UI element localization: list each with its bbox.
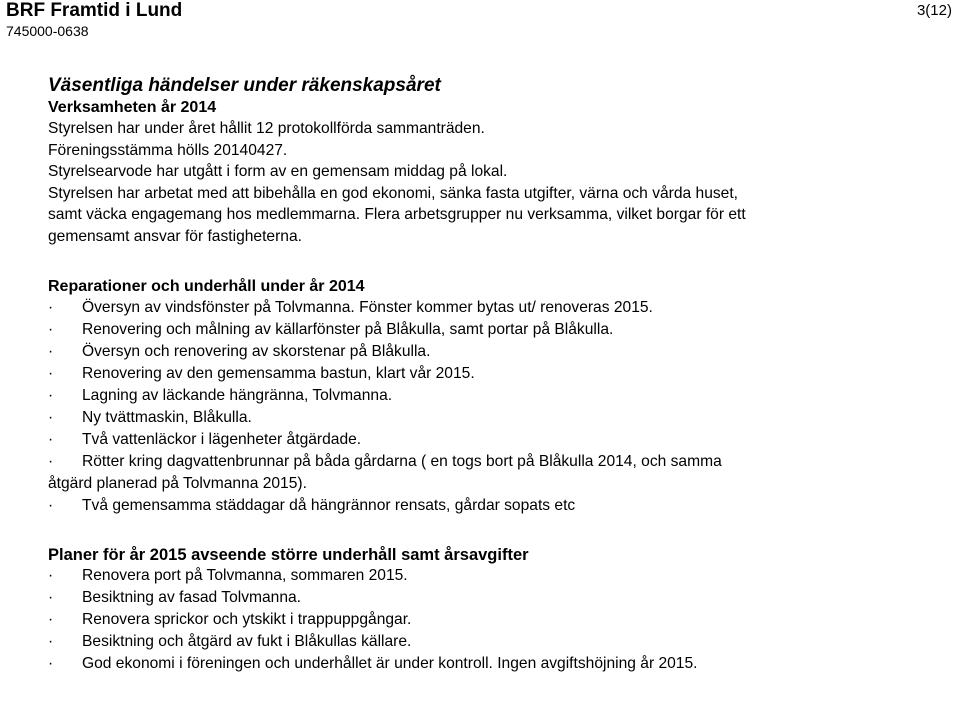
list-item-text: Översyn och renovering av skorstenar på Blåkulla. bbox=[82, 343, 431, 360]
list-item-text: Renovera sprickor och ytskikt i trappuppgångar. bbox=[82, 611, 412, 628]
list-item-text: Besiktning av fasad Tolvmanna. bbox=[82, 589, 302, 606]
bullet-marker: · bbox=[48, 633, 54, 650]
bullet-marker: · bbox=[48, 321, 54, 338]
organization-name: BRF Framtid i Lund bbox=[6, 0, 183, 21]
bullet-marker: · bbox=[48, 431, 54, 448]
bullet-marker: · bbox=[48, 299, 54, 316]
list-item-text: Översyn av vindsfönster på Tolvmanna. Fönster kommer bytas ut/ renoveras 2015. bbox=[82, 299, 653, 316]
organization-number: 745000-0638 bbox=[6, 23, 89, 39]
list-item bbox=[48, 407, 928, 429]
list-item-text: Lagning av läckande hängränna, Tolvmanna. bbox=[82, 387, 393, 404]
list-item-text: Två gemensamma städdagar då hängrännor rensats, gårdar sopats etc bbox=[82, 497, 576, 514]
list-item-continuation: åtgärd planerad på Tolvmanna 2015). bbox=[48, 475, 307, 492]
list-item bbox=[48, 451, 928, 473]
bullet-marker: · bbox=[48, 611, 54, 628]
events-line: Föreningsstämma hölls 20140427. bbox=[48, 141, 288, 159]
repairs-section bbox=[48, 277, 928, 517]
bullet-marker: · bbox=[48, 589, 54, 606]
list-item bbox=[48, 319, 928, 341]
bullet-marker: · bbox=[48, 387, 54, 404]
plans-list bbox=[48, 565, 928, 675]
events-line: Styrelsearvode har utgått i form av en gemensam middag på lokal. bbox=[48, 163, 508, 180]
bullet-marker: · bbox=[48, 343, 54, 360]
events-subtitle: Verksamheten år 2014 bbox=[48, 99, 217, 116]
list-item-text: Renovera port på Tolvmanna, sommaren 2015. bbox=[82, 567, 408, 584]
list-item bbox=[48, 631, 928, 653]
events-title: Väsentliga händelser under räkenskapsåret bbox=[48, 75, 441, 96]
events-paragraph bbox=[48, 183, 928, 248]
list-item bbox=[48, 653, 928, 675]
list-item-text: God ekonomi i föreningen och underhållet är under kontroll. Ingen avgiftshöjning år 2015. bbox=[82, 655, 698, 672]
bullet-marker: · bbox=[48, 497, 54, 514]
bullet-marker: · bbox=[48, 365, 54, 382]
list-item-text: Renovering av den gemensamma bastun, klart vår 2015. bbox=[82, 365, 475, 382]
bullet-marker: · bbox=[48, 409, 54, 426]
list-item bbox=[48, 609, 928, 631]
page-number: 3(12) bbox=[916, 2, 952, 19]
plans-section bbox=[48, 545, 928, 675]
list-item bbox=[48, 341, 928, 363]
list-item bbox=[48, 587, 928, 609]
paragraph-line: samt väcka engagemang hos medlemmarna. Flera arbetsgrupper nu verksamma, vilket borgar för ett bbox=[48, 206, 746, 223]
list-item bbox=[48, 495, 928, 517]
document-body bbox=[48, 74, 928, 675]
list-item bbox=[48, 565, 928, 587]
page-header bbox=[6, 0, 952, 40]
list-item-text: Renovering och målning av källarfönster på Blåkulla, samt portar på Blåkulla. bbox=[82, 321, 614, 338]
events-section bbox=[48, 74, 928, 247]
events-line: Styrelsen har under året hållit 12 protokollförda sammanträden. bbox=[48, 120, 485, 137]
list-item bbox=[48, 429, 928, 451]
list-item bbox=[48, 363, 928, 385]
list-item-text: Ny tvättmaskin, Blåkulla. bbox=[82, 409, 252, 426]
list-item bbox=[48, 297, 928, 319]
paragraph-line: Styrelsen har arbetat med att bibehålla en god ekonomi, sänka fasta utgifter, värna och vårda huset, bbox=[48, 184, 739, 202]
list-item-text: Besiktning och åtgärd av fukt i Blåkullas källare. bbox=[82, 633, 412, 650]
list-item-text: Två vattenläckor i lägenheter åtgärdade. bbox=[82, 431, 362, 448]
plans-title: Planer för år 2015 avseende större underhåll samt årsavgifter bbox=[48, 546, 529, 564]
list-item-text: Rötter kring dagvattenbrunnar på båda gårdarna ( en togs bort på Blåkulla 2014, och samma bbox=[82, 453, 722, 470]
bullet-marker: · bbox=[48, 453, 54, 470]
bullet-marker: · bbox=[48, 567, 54, 584]
repairs-title: Reparationer och underhåll under år 2014 bbox=[48, 278, 365, 295]
repairs-list bbox=[48, 297, 928, 517]
paragraph-line: gemensamt ansvar för fastigheterna. bbox=[48, 227, 302, 245]
list-item bbox=[48, 385, 928, 407]
bullet-marker: · bbox=[48, 655, 54, 672]
